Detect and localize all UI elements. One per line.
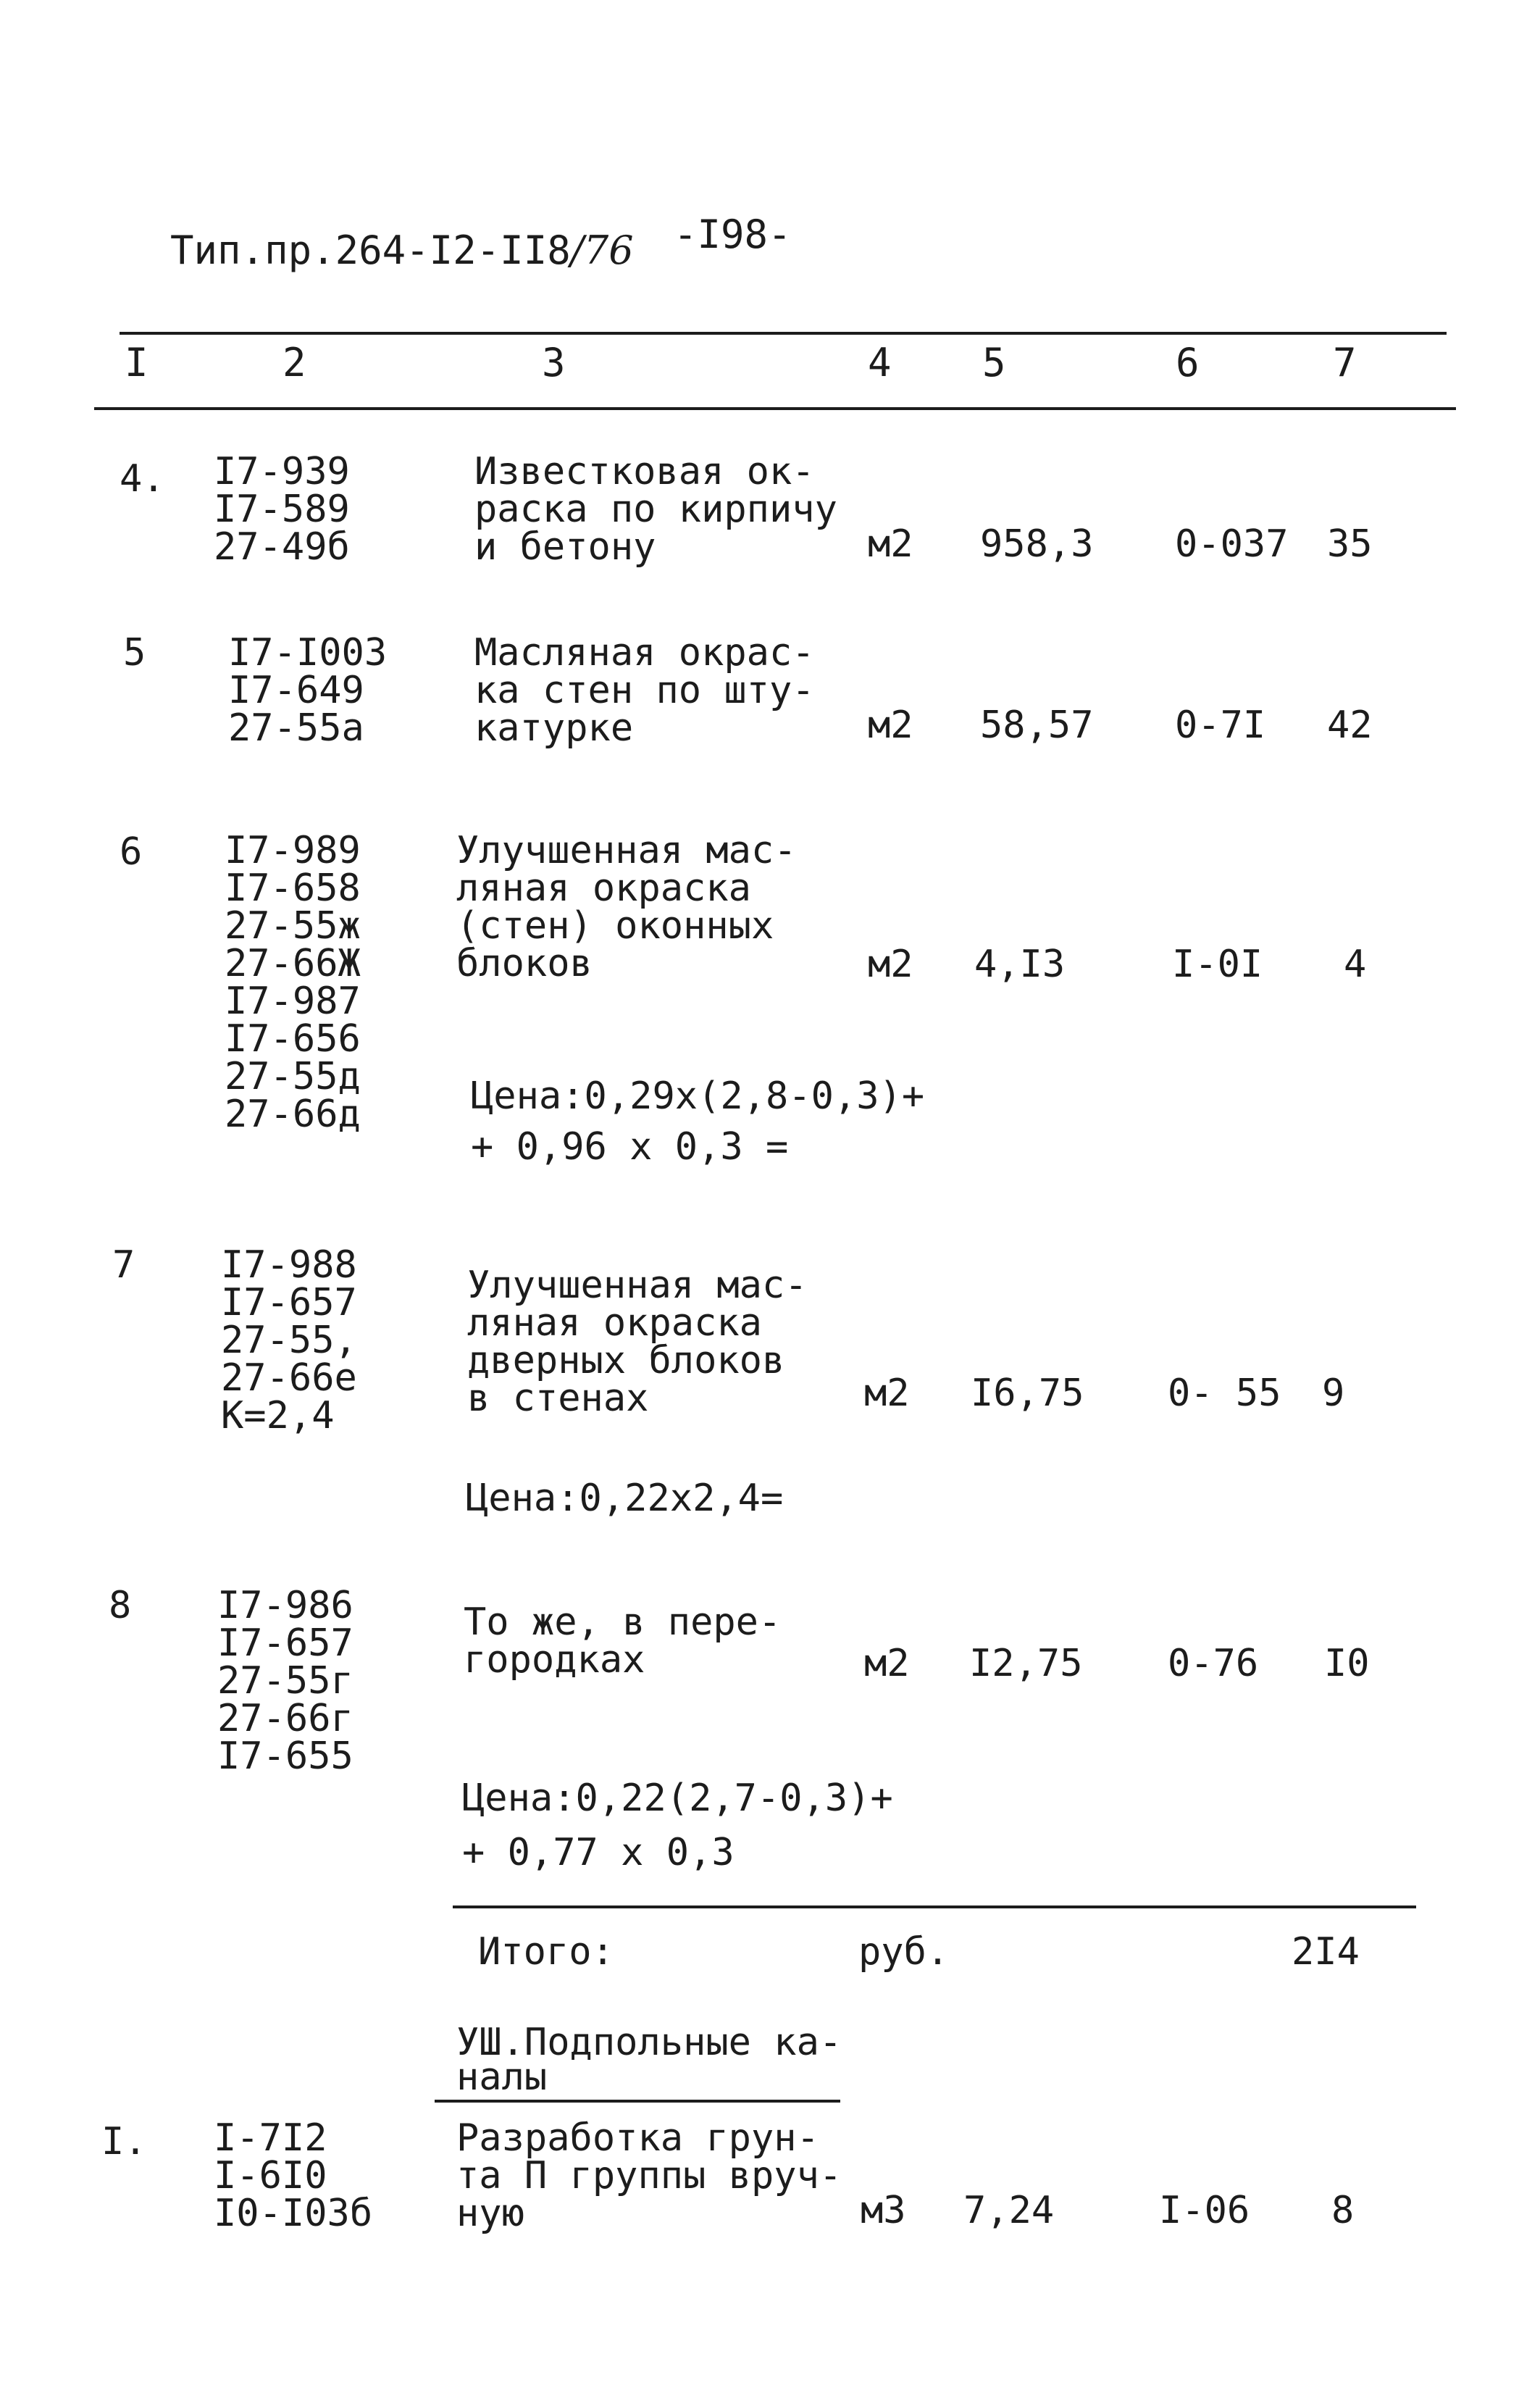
- doc-ref-handwritten-suffix: /76: [570, 228, 634, 273]
- row-quantity: I2,75: [969, 1642, 1083, 1685]
- row-codes: I7-I003 I7-649 27-55а: [228, 631, 388, 750]
- row-unit: м2: [868, 704, 913, 747]
- row-unit: м3: [861, 2189, 906, 2232]
- row-description: То же, в пере- городках: [464, 1600, 782, 1682]
- page-number: -I98-: [674, 212, 792, 257]
- row-quantity: 7,24: [963, 2189, 1055, 2232]
- row-number: 5: [123, 631, 146, 675]
- col-header-6: 6: [1176, 340, 1200, 385]
- row-number: 8: [109, 1584, 132, 1627]
- row-description: Известковая ок- раска по кирпичу и бетону: [474, 450, 837, 569]
- row-total: 9: [1322, 1372, 1345, 1415]
- row-price-note: Цена:0,29х(2,8-0,3)+ + 0,96 х 0,3 =: [471, 1074, 925, 1169]
- row-unit-price: 0-76: [1168, 1642, 1259, 1685]
- row-number: I.: [101, 2120, 147, 2163]
- row-unit-price: I-06: [1159, 2189, 1250, 2232]
- row-unit-price: 0-037: [1175, 522, 1289, 566]
- col-header-5: 5: [982, 340, 1006, 385]
- total-rule: [453, 1905, 1416, 1908]
- row-unit: м2: [864, 1372, 910, 1415]
- row-description: Улучшенная мас- ляная окраска дверных блоков в стенах: [467, 1264, 808, 1420]
- col-header-7: 7: [1333, 340, 1357, 385]
- document-reference: [123, 194, 634, 273]
- total-label: Итого:: [478, 1930, 614, 1974]
- row-total: 4: [1344, 943, 1367, 986]
- total-unit: руб.: [858, 1930, 950, 1974]
- table-top-rule: [120, 332, 1447, 335]
- row-price-note: Цена:0,22х2,4=: [466, 1477, 784, 1520]
- col-header-4: 4: [868, 340, 892, 385]
- row-description: Масляная окрас- ка стен по шту- катурке: [474, 631, 815, 750]
- row-codes: I7-989 I7-658 27-55ж 27-66Ж I7-987 I7-656 27-55д 27-66д: [225, 829, 361, 1136]
- section-title-underline: [435, 2100, 840, 2103]
- row-total: I0: [1324, 1642, 1370, 1685]
- section-title: УШ.Подпольные ка- налы: [456, 2021, 842, 2099]
- doc-ref-text: Тип.пр.264-I2-II8: [170, 228, 571, 273]
- col-header-3: 3: [542, 340, 566, 385]
- table-header-rule: [94, 407, 1456, 410]
- row-total: 35: [1327, 522, 1373, 566]
- row-price-note: Цена:0,22(2,7-0,3)+ + 0,77 х 0,3: [462, 1777, 893, 1874]
- row-codes: I7-988 I7-657 27-55, 27-66е К=2,4: [221, 1243, 357, 1437]
- row-unit: м2: [868, 522, 913, 566]
- row-codes: I7-986 I7-657 27-55г 27-66г I7-655: [217, 1584, 353, 1778]
- row-unit: м2: [868, 943, 913, 986]
- row-codes: I-7I2 I-6I0 I0-I03б: [214, 2116, 373, 2235]
- row-unit: м2: [864, 1642, 910, 1685]
- row-quantity: 958,3: [980, 522, 1094, 566]
- row-total: 42: [1327, 704, 1373, 747]
- row-codes: I7-939 I7-589 27-49б: [214, 450, 350, 569]
- row-number: 4.: [120, 457, 165, 501]
- total-value: 2I4: [1292, 1930, 1360, 1974]
- col-header-1: I: [125, 340, 148, 385]
- row-number: 6: [120, 830, 143, 874]
- row-total: 8: [1331, 2189, 1355, 2232]
- row-description: Улучшенная мас- ляная окраска (стен) оконных блоков: [456, 829, 797, 985]
- row-unit-price: 0- 55: [1168, 1372, 1281, 1415]
- col-header-2: 2: [283, 340, 306, 385]
- row-quantity: I6,75: [971, 1372, 1084, 1415]
- row-number: 7: [112, 1243, 135, 1287]
- row-quantity: 4,I3: [974, 943, 1066, 986]
- row-unit-price: I-0I: [1172, 943, 1263, 986]
- row-unit-price: 0-7I: [1175, 704, 1266, 747]
- row-description: Разработка грун- та П группы вруч- ную: [456, 2116, 842, 2235]
- row-quantity: 58,57: [980, 704, 1094, 747]
